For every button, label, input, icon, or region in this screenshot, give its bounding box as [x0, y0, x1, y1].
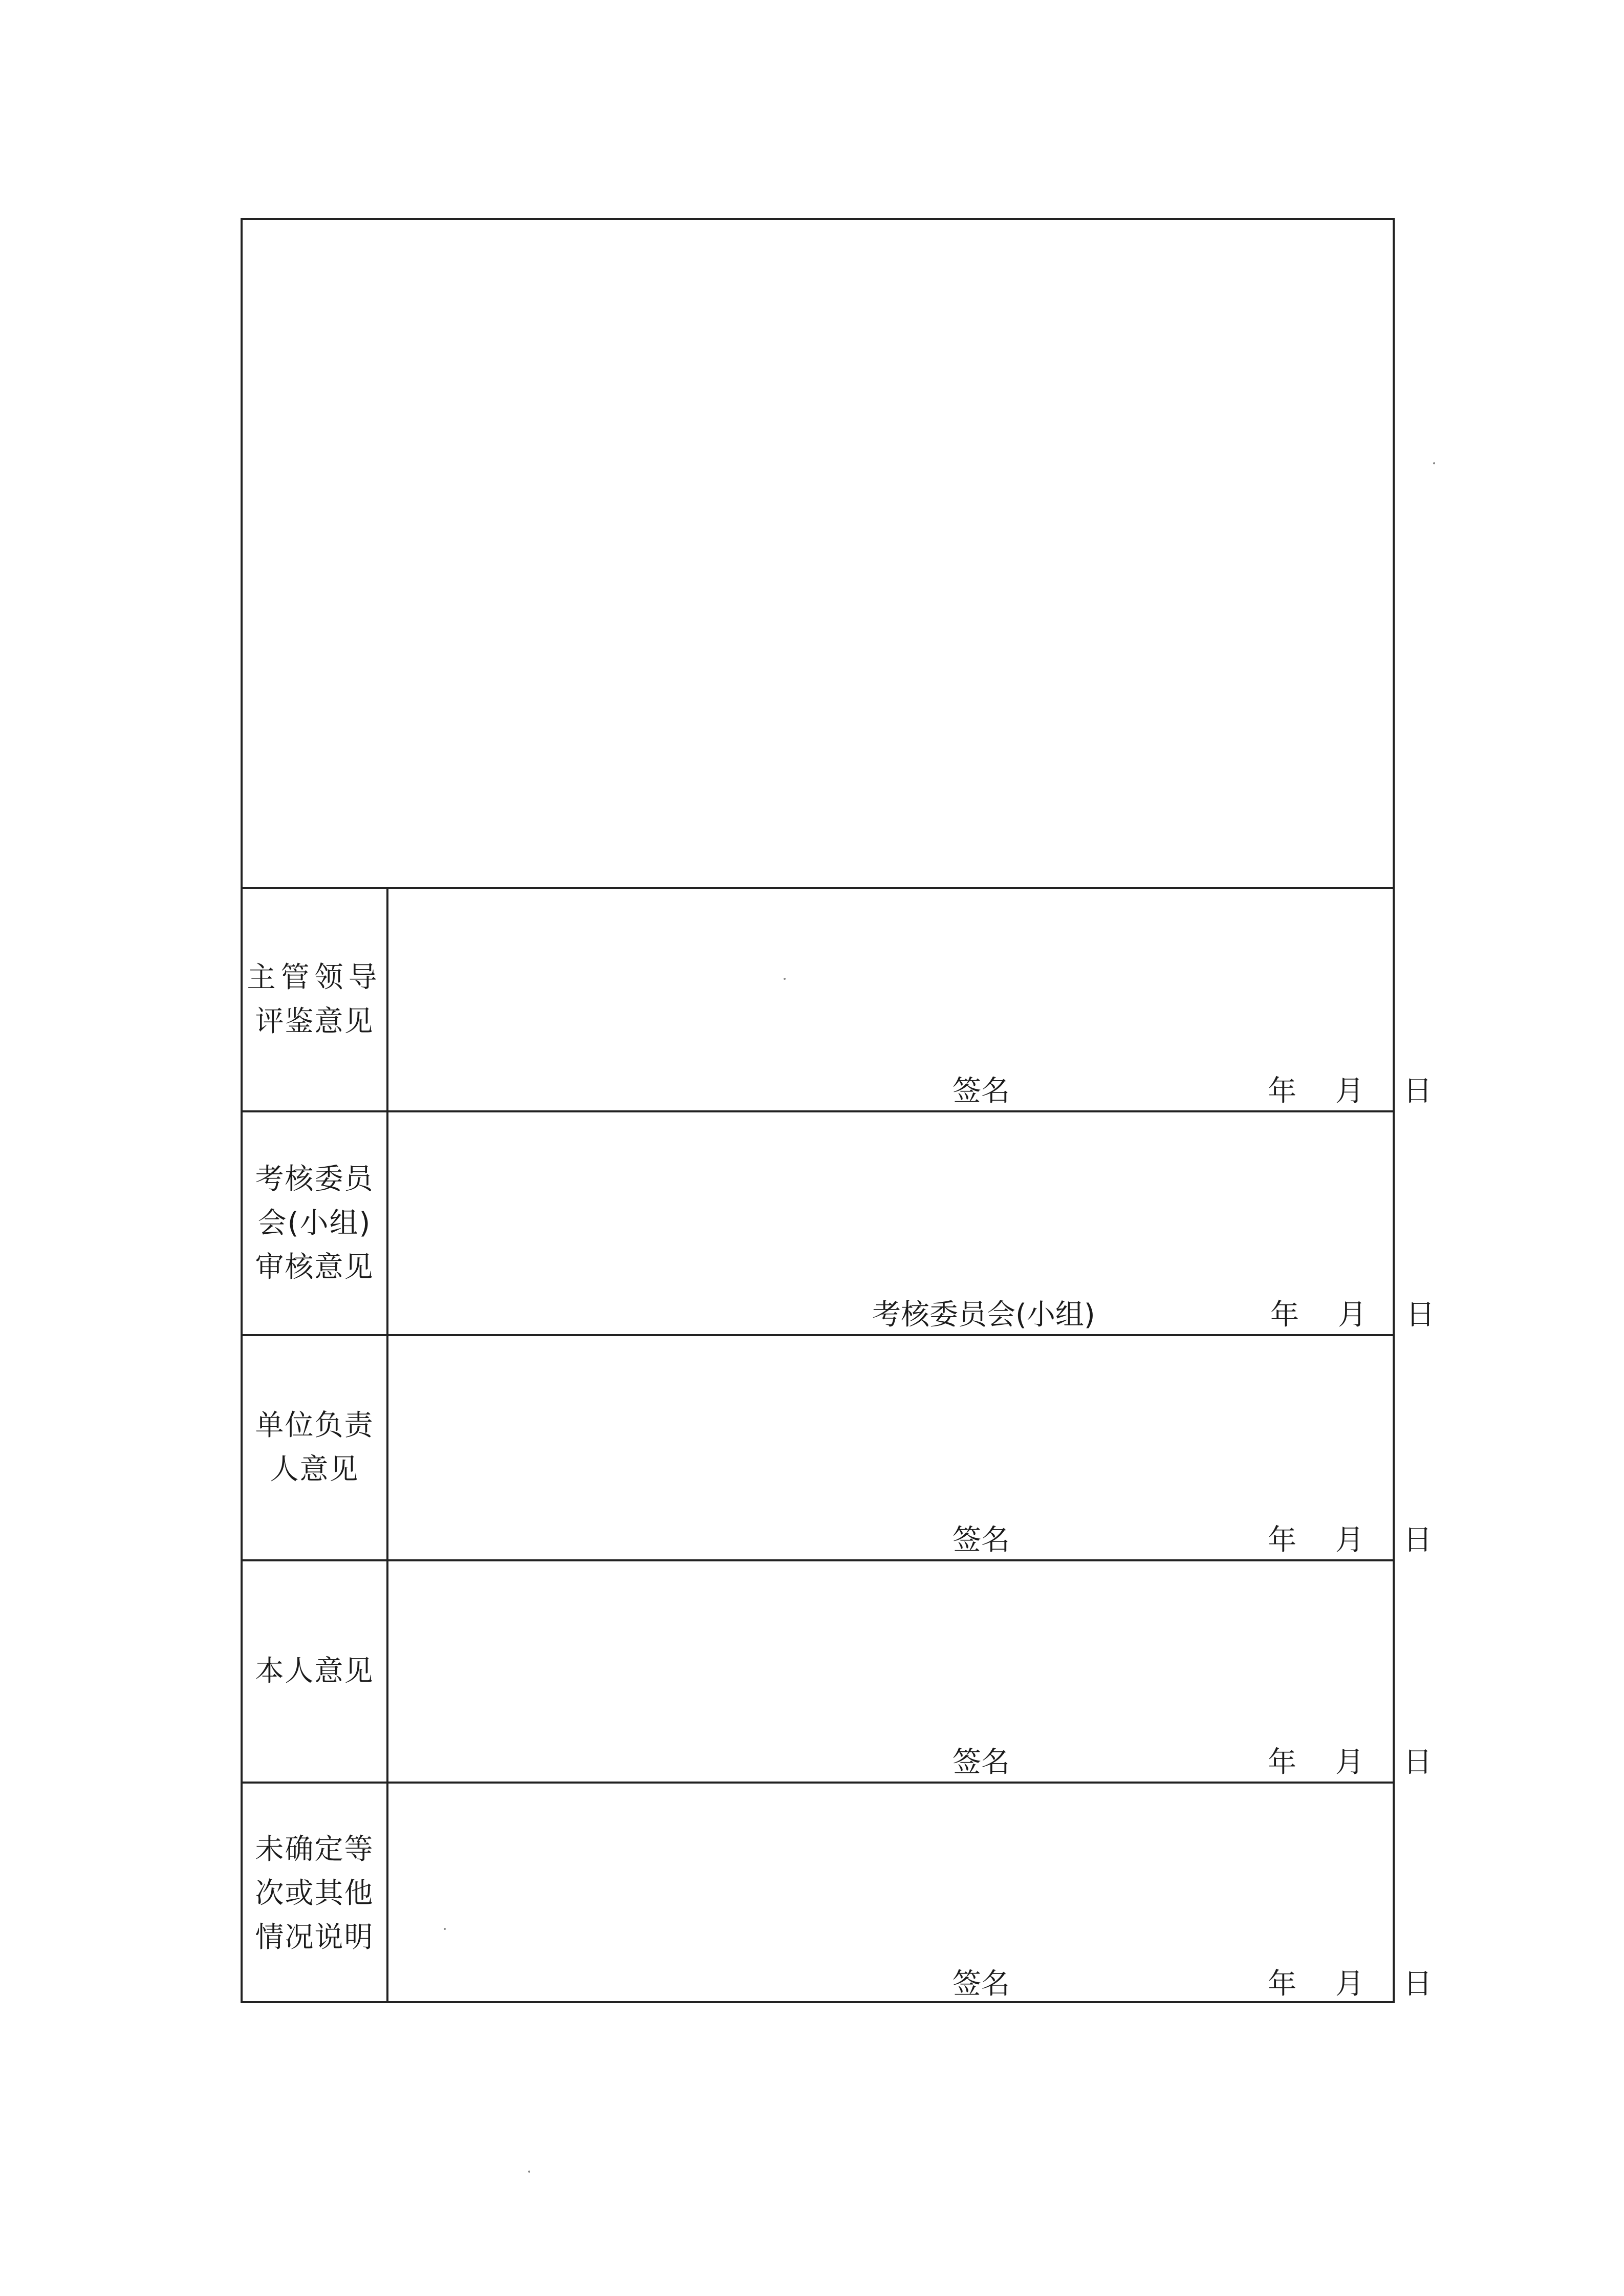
- committee-signature-label: 考核委员会(小组): [872, 1298, 1095, 1332]
- date-month-label: 月: [1335, 1967, 1364, 2001]
- row-label-line: 本人意见: [255, 1655, 374, 1688]
- evaluation-form-table: [241, 218, 1435, 2003]
- row-label-line: 审核意见: [255, 1250, 374, 1284]
- form-row-committee-review: [243, 1110, 1435, 1334]
- opinion-input-area[interactable]: [388, 889, 1432, 1110]
- form-row-unit-head-opinion: [243, 1334, 1432, 1559]
- row-label: [243, 889, 388, 1110]
- row-label-line: 人意见: [270, 1453, 359, 1486]
- opinion-input-area[interactable]: [388, 1784, 1432, 2003]
- date-year-label: 年: [1268, 1523, 1296, 1557]
- row-label-line: 会(小组): [257, 1206, 372, 1240]
- date-year-label: 年: [1270, 1298, 1299, 1332]
- date-month-label: 月: [1338, 1298, 1367, 1332]
- row-label-line: 主管领导: [247, 961, 382, 994]
- scan-speck: [444, 1928, 446, 1930]
- date-day-label: 日: [1403, 1523, 1432, 1557]
- date-day-label: 日: [1406, 1298, 1435, 1332]
- row-label-line: 单位负责: [255, 1409, 374, 1442]
- row-label: [243, 1561, 388, 1782]
- row-label-line: 考核委员: [255, 1162, 374, 1196]
- signature-label: 签名: [952, 1746, 1010, 1779]
- scan-speck: [784, 978, 786, 980]
- row-label-line: 情况说明: [255, 1920, 374, 1954]
- date-day-label: 日: [1403, 1075, 1432, 1108]
- row-label-line: 未确定等: [255, 1832, 374, 1866]
- date-day-label: 日: [1403, 1746, 1432, 1779]
- form-row-undetermined-grade-note: [243, 1782, 1432, 2003]
- date-month-label: 月: [1335, 1075, 1364, 1108]
- opinion-input-area[interactable]: [388, 1561, 1432, 1782]
- signature-label: 签名: [952, 1075, 1010, 1108]
- row-label-line: 次或其他: [255, 1876, 374, 1910]
- opinion-input-area[interactable]: [388, 1336, 1432, 1559]
- scan-speck: [528, 2171, 530, 2173]
- blank-content-area[interactable]: [243, 220, 1393, 887]
- scan-speck: [1433, 462, 1435, 464]
- date-year-label: 年: [1268, 1967, 1296, 2001]
- form-row-self-opinion: [243, 1559, 1432, 1782]
- row-label: [243, 1112, 388, 1334]
- opinion-input-area[interactable]: [388, 1112, 1435, 1334]
- date-year-label: 年: [1268, 1075, 1296, 1108]
- signature-label: 签名: [952, 1523, 1010, 1557]
- row-label-line: 评鉴意见: [255, 1005, 374, 1038]
- row-label: [243, 1336, 388, 1559]
- row-label: [243, 1784, 388, 2003]
- date-day-label: 日: [1403, 1967, 1432, 2001]
- date-year-label: 年: [1268, 1746, 1296, 1779]
- form-row-supervisor-opinion: [243, 887, 1432, 1110]
- date-month-label: 月: [1335, 1523, 1364, 1557]
- signature-label: 签名: [952, 1967, 1010, 2001]
- date-month-label: 月: [1335, 1746, 1364, 1779]
